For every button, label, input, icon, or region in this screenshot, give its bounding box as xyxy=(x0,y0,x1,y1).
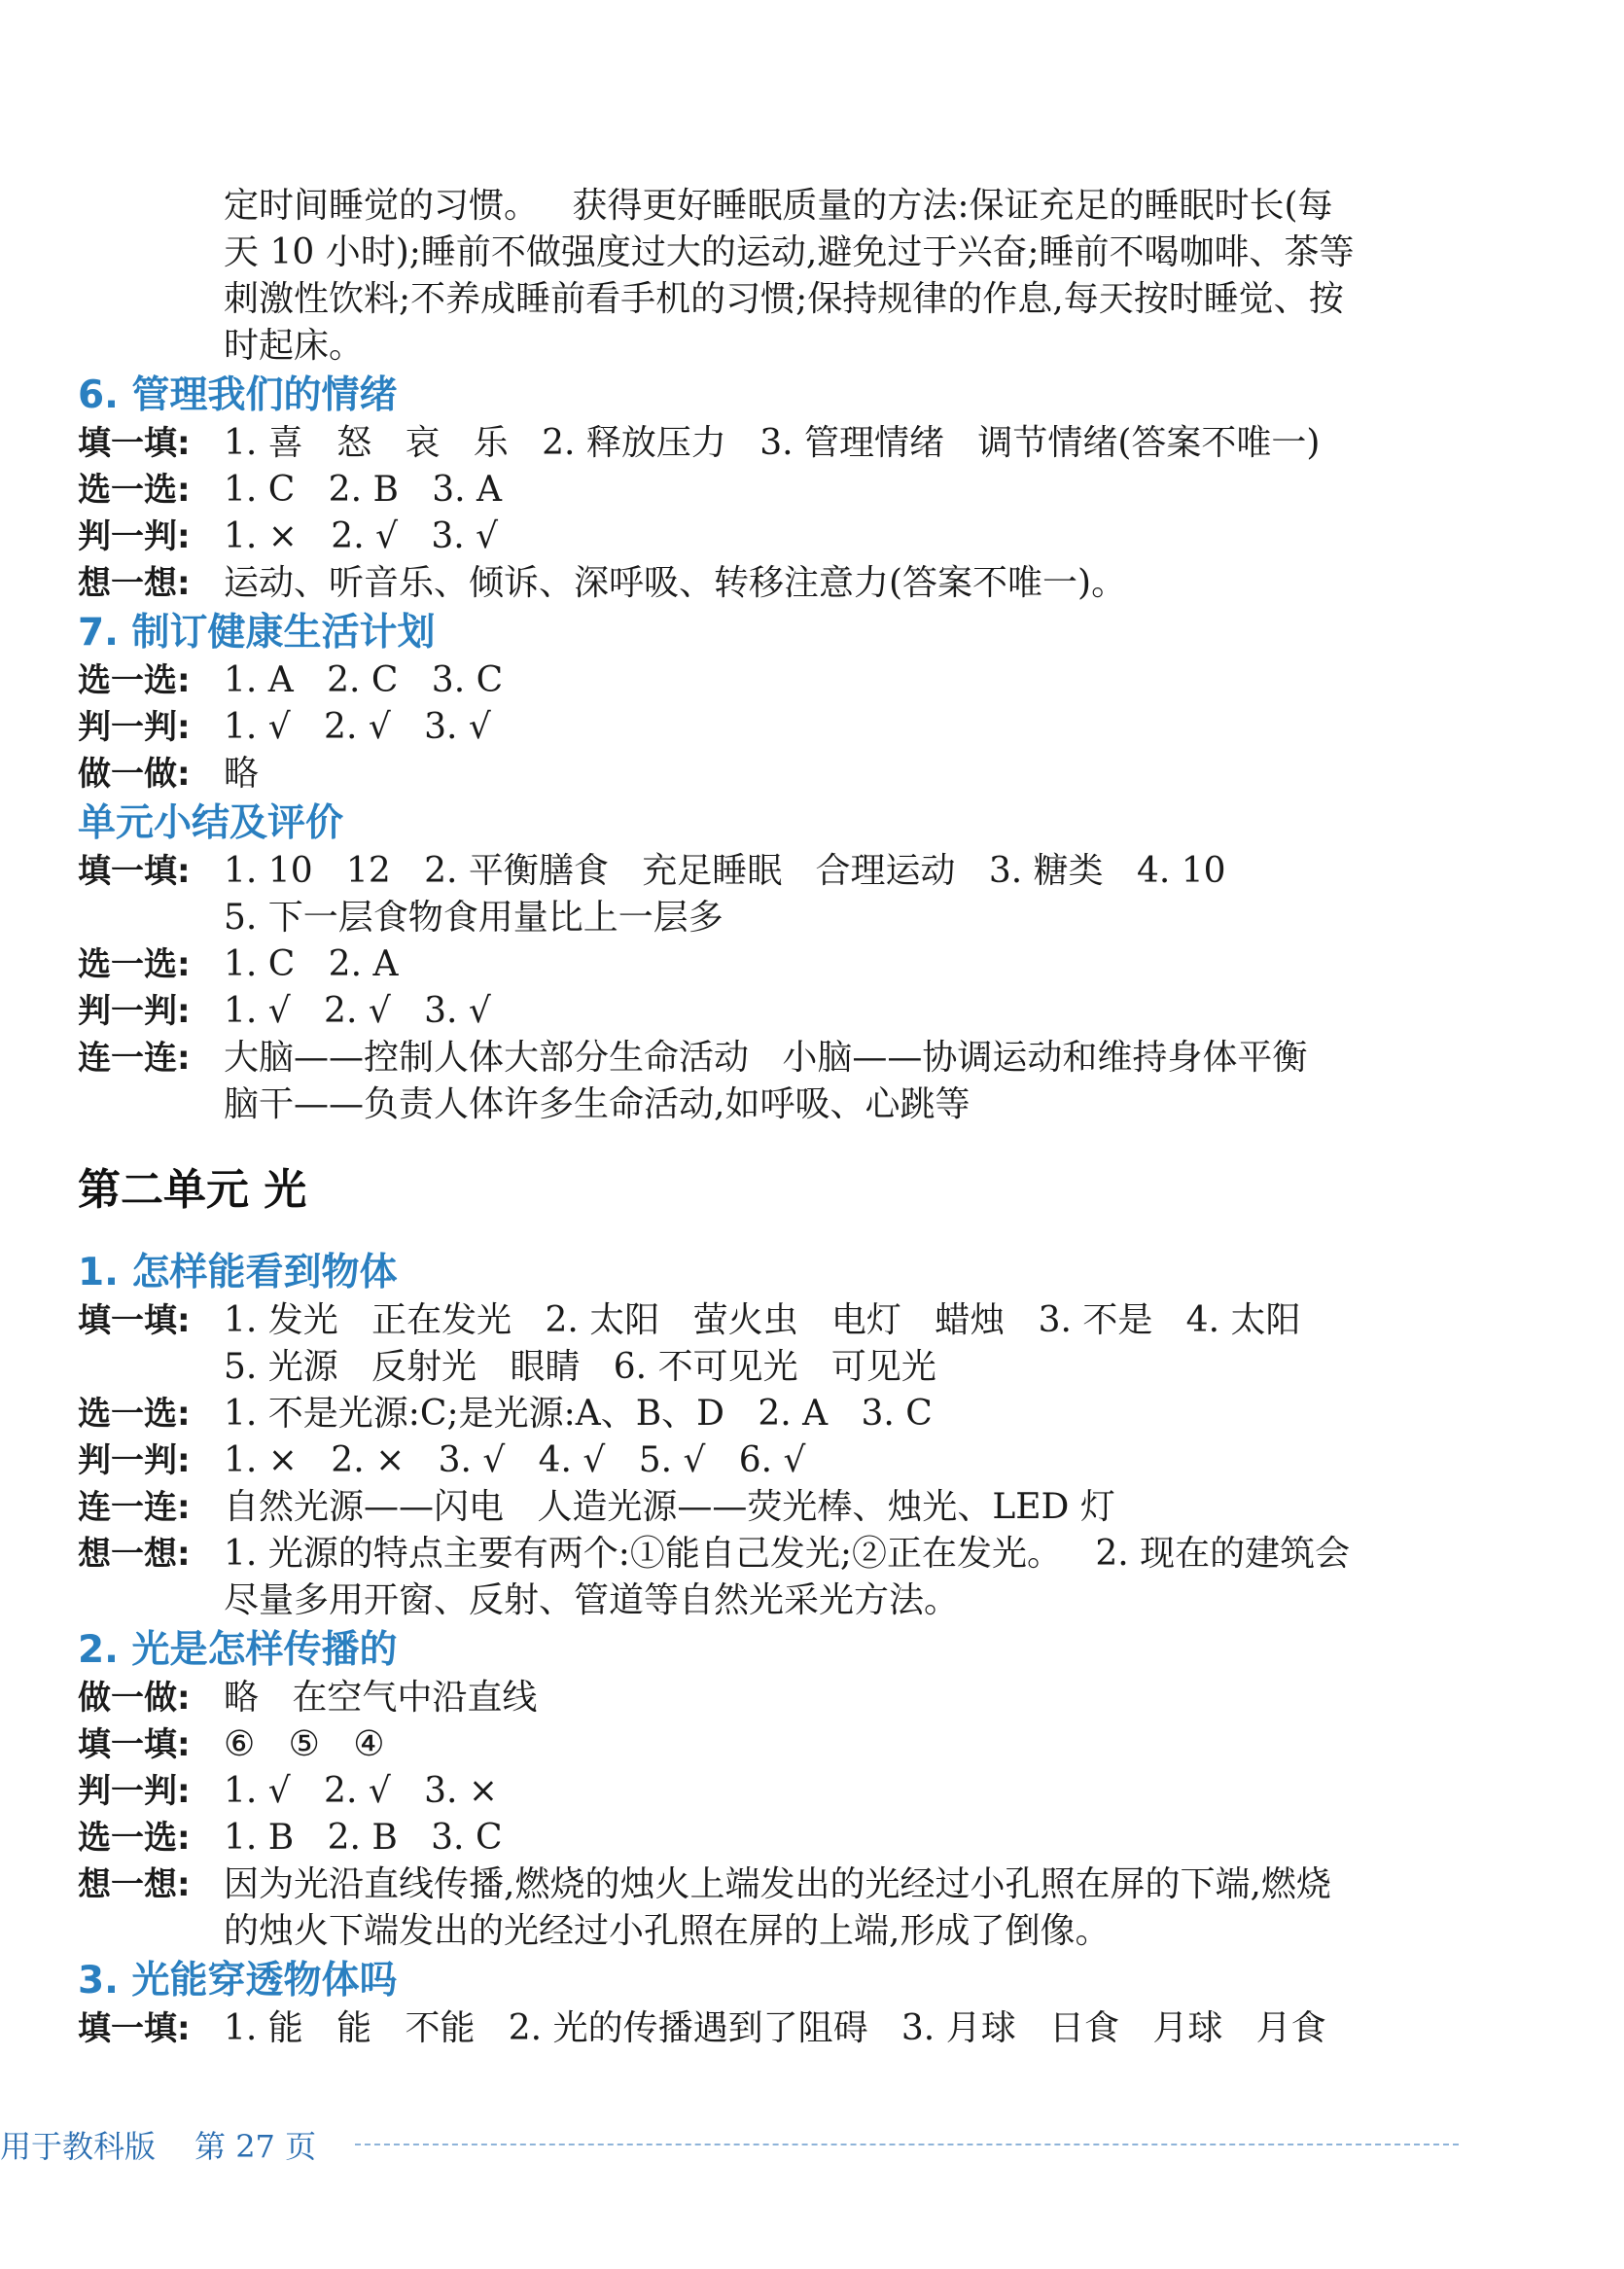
answer-content xyxy=(224,848,1439,941)
answer-line: 1. √ 2. √ 3. √ xyxy=(224,991,491,1031)
answer-row xyxy=(78,751,1439,798)
answer-row xyxy=(78,514,1439,560)
question-type-label: 连一连: xyxy=(78,1039,191,1078)
answer-line: 5. 下一层食物食用量比上一层多 xyxy=(224,898,724,938)
answer-content xyxy=(224,988,1439,1035)
continuation-line: 刺激性饮料;不养成睡前看手机的习惯;保持规律的作息,每天按时睡觉、按 xyxy=(224,279,1344,319)
answer-content xyxy=(224,1768,1439,1815)
answer-line: 1. √ 2. √ 3. × xyxy=(224,1771,499,1811)
answer-line: 1. B 2. B 3. C xyxy=(224,1818,503,1858)
answer-content xyxy=(224,657,1439,704)
answer-content xyxy=(224,514,1439,560)
answer-row xyxy=(78,1484,1439,1531)
question-type-label: 判一判: xyxy=(78,517,191,556)
question-type-label: 填一填: xyxy=(78,852,191,891)
question-type-label: 选一选: xyxy=(78,945,191,984)
answer-row xyxy=(78,1675,1439,1721)
answer-row xyxy=(78,1297,1439,1391)
section-title: 6. 管理我们的情绪 xyxy=(78,373,398,417)
answer-line: 运动、听音乐、倾诉、深呼吸、转移注意力(答案不唯一)。 xyxy=(224,563,1127,603)
answer-row xyxy=(78,1391,1439,1437)
unit-title: 第二单元 光 xyxy=(78,1165,307,1215)
answer-row xyxy=(78,941,1439,988)
answer-row xyxy=(78,467,1439,514)
answer-line: 1. 能 能 不能 2. 光的传播遇到了阻碍 3. 月球 日食 月球 月食 xyxy=(224,2008,1326,2048)
question-type-label: 想一想: xyxy=(78,1535,191,1574)
answer-row xyxy=(78,1768,1439,1815)
answer-line: 大脑——控制人体大部分生命活动 小脑——协调运动和维持身体平衡 xyxy=(224,1038,1308,1078)
answer-content xyxy=(224,2005,1439,2052)
question-type-label: 填一填: xyxy=(78,424,191,463)
answer-row xyxy=(78,1815,1439,1861)
answer-content xyxy=(224,941,1439,988)
answer-content xyxy=(224,467,1439,514)
continuation-line: 天 10 小时);睡前不做强度过大的运动,避免过于兴奋;睡前不喝咖啡、茶等 xyxy=(224,232,1355,272)
answer-line: 1. A 2. C 3. C xyxy=(224,660,504,700)
answer-line: 1. × 2. × 3. √ 4. √ 5. √ 6. √ xyxy=(224,1440,806,1480)
footer-divider xyxy=(355,2144,1459,2145)
question-type-label: 想一想: xyxy=(78,1865,191,1904)
question-type-label: 判一判: xyxy=(78,708,191,747)
section-title: 2. 光是怎样传播的 xyxy=(78,1628,398,1672)
question-type-label: 连一连: xyxy=(78,1488,191,1527)
question-type-label: 填一填: xyxy=(78,1725,191,1764)
answer-content xyxy=(224,704,1439,751)
answer-row xyxy=(78,560,1439,607)
answer-content xyxy=(224,1861,1439,1955)
question-type-label: 想一想: xyxy=(78,564,191,603)
question-type-label: 选一选: xyxy=(78,661,191,700)
answer-content xyxy=(224,1391,1439,1437)
section-title: 1. 怎样能看到物体 xyxy=(78,1251,398,1294)
question-type-label: 选一选: xyxy=(78,1395,191,1434)
answer-line: 1. 喜 怒 哀 乐 2. 释放压力 3. 管理情绪 调节情绪(答案不唯一) xyxy=(224,423,1321,463)
answer-row xyxy=(78,1437,1439,1484)
answer-row xyxy=(78,1721,1439,1768)
answer-content xyxy=(224,1297,1439,1391)
question-type-label: 选一选: xyxy=(78,471,191,510)
answer-content xyxy=(224,1484,1439,1531)
question-type-label: 做一做: xyxy=(78,1679,191,1718)
answer-content xyxy=(224,1531,1439,1624)
question-type-label: 判一判: xyxy=(78,992,191,1031)
answer-line: 的烛火下端发出的光经过小孔照在屏的上端,形成了倒像。 xyxy=(224,1911,1111,1951)
question-type-label: 填一填: xyxy=(78,2009,191,2048)
answer-line: ⑥ ⑤ ④ xyxy=(224,1724,385,1764)
answer-line: 略 xyxy=(224,754,260,794)
unit-two-sections xyxy=(78,1249,1439,2052)
answer-row xyxy=(78,2005,1439,2052)
answer-content xyxy=(224,1815,1439,1861)
answer-content xyxy=(224,1035,1439,1128)
continuation-text xyxy=(78,183,1439,370)
page-number: 第 27 页 xyxy=(194,2128,317,2165)
answer-row xyxy=(78,704,1439,751)
answer-line: 1. C 2. A xyxy=(224,944,399,984)
answer-line: 1. 光源的特点主要有两个:①能自己发光;②正在发光。 2. 现在的建筑会 xyxy=(224,1534,1351,1574)
answer-content xyxy=(224,1721,1439,1768)
answer-line: 1. 10 12 2. 平衡膳食 充足睡眠 合理运动 3. 糖类 4. 10 xyxy=(224,851,1226,891)
question-type-label: 判一判: xyxy=(78,1772,191,1811)
page-footer xyxy=(0,2120,1459,2169)
answer-line: 1. C 2. B 3. A xyxy=(224,470,503,510)
unit-one-sections xyxy=(78,372,1439,1128)
answer-line: 1. 不是光源:C;是光源:A、B、D 2. A 3. C xyxy=(224,1394,933,1434)
answer-line: 1. × 2. √ 3. √ xyxy=(224,516,499,556)
answer-line: 因为光沿直线传播,燃烧的烛火上端发出的光经过小孔照在屏的下端,燃烧 xyxy=(224,1864,1331,1904)
continuation-line: 定时间睡觉的习惯。 获得更好睡眠质量的方法:保证充足的睡眠时长(每 xyxy=(224,186,1333,226)
answer-page xyxy=(78,183,1439,2052)
edition-label: 用于教科版 xyxy=(0,2128,157,2165)
section-title: 7. 制订健康生活计划 xyxy=(78,611,436,655)
answer-line: 略 在空气中沿直线 xyxy=(224,1678,538,1718)
question-type-label: 做一做: xyxy=(78,755,191,794)
question-type-label: 选一选: xyxy=(78,1819,191,1858)
answer-content xyxy=(224,1675,1439,1721)
answer-row xyxy=(78,988,1439,1035)
section-title: 3. 光能穿透物体吗 xyxy=(78,1959,398,2003)
answer-line: 尽量多用开窗、反射、管道等自然光采光方法。 xyxy=(224,1580,960,1620)
answer-row xyxy=(78,1531,1439,1624)
answer-line: 1. 发光 正在发光 2. 太阳 萤火虫 电灯 蜡烛 3. 不是 4. 太阳 xyxy=(224,1300,1301,1340)
answer-row xyxy=(78,1035,1439,1128)
question-type-label: 判一判: xyxy=(78,1441,191,1480)
answer-line: 1. √ 2. √ 3. √ xyxy=(224,707,491,747)
answer-content xyxy=(224,560,1439,607)
answer-row xyxy=(78,420,1439,467)
answer-line: 5. 光源 反射光 眼睛 6. 不可见光 可见光 xyxy=(224,1347,936,1387)
answer-content xyxy=(224,420,1439,467)
answer-row xyxy=(78,1861,1439,1955)
answer-content xyxy=(224,1437,1439,1484)
section-title: 单元小结及评价 xyxy=(78,801,344,845)
answer-row xyxy=(78,657,1439,704)
question-type-label: 填一填: xyxy=(78,1301,191,1340)
answer-line: 自然光源——闪电 人造光源——荧光棒、烛光、LED 灯 xyxy=(224,1487,1115,1527)
continuation-line: 时起床。 xyxy=(224,326,365,366)
answer-row xyxy=(78,848,1439,941)
answer-content xyxy=(224,751,1439,798)
answer-line: 脑干——负责人体许多生命活动,如呼吸、心跳等 xyxy=(224,1084,971,1124)
